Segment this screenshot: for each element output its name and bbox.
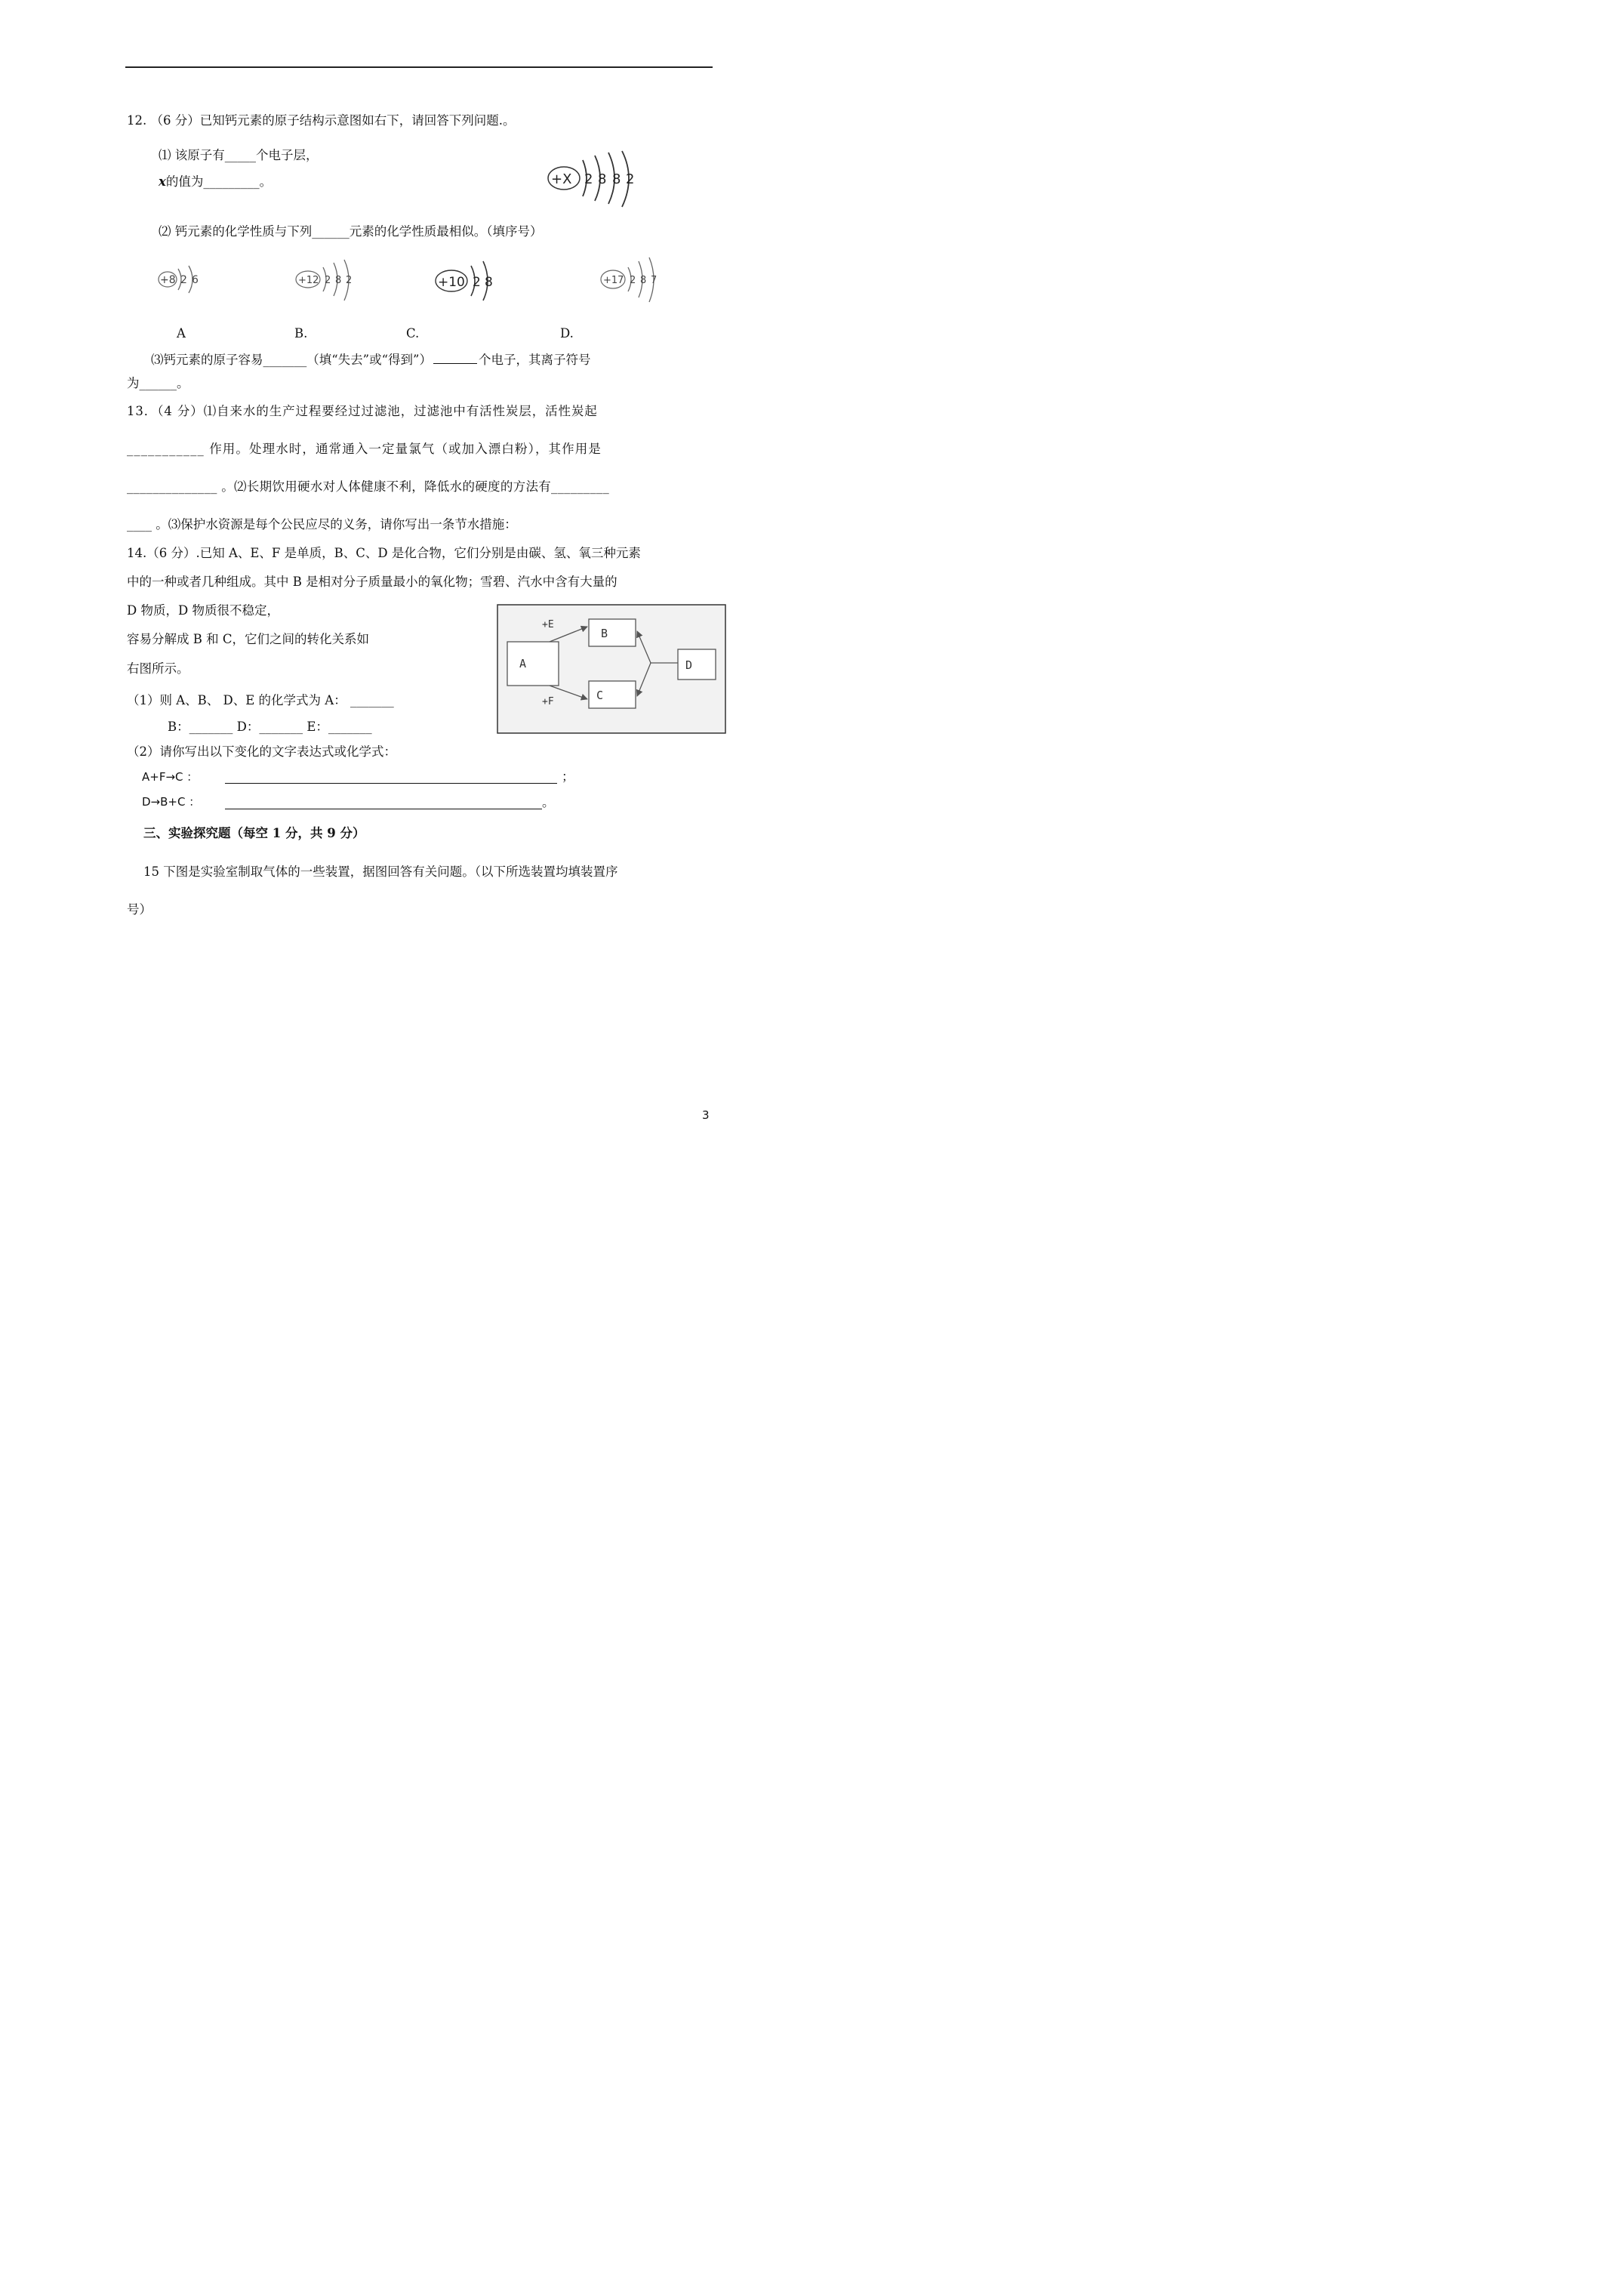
eq2-end: 。	[542, 795, 555, 809]
q13-line3: ______________ 。⑵长期饮用硬水对人体健康不利，降低水的硬度的方法有_________	[127, 479, 609, 494]
ca-shell-3: 8	[612, 171, 621, 187]
option-b-shell-3: 2	[346, 275, 353, 286]
option-d-shell-1: 2	[630, 275, 636, 286]
q14-line3: D 物质，D 物质很不稳定，	[127, 603, 279, 618]
q12-part1-line2-text: 的值为_________。	[165, 174, 273, 189]
option-b-shell-2: 8	[335, 275, 342, 286]
option-a-nucleus: +8	[160, 274, 176, 286]
q14-line5: 右图所示。	[127, 661, 189, 676]
option-c-nucleus: +10	[438, 275, 465, 290]
eq1-label: A+F→C ：	[142, 770, 199, 784]
q15-line2: 号）	[127, 902, 152, 917]
q12-part3-line1b: 个电子，其离子符号	[479, 353, 591, 367]
x-symbol: x	[159, 174, 166, 189]
q14-sub1b: B：_______ D：_______ E：_______	[168, 720, 372, 734]
q14-line2: 中的一种或者几种组成。其中 B 是相对分子质量最小的氧化物；雪碧、汽水中含有大量的	[127, 575, 617, 589]
option-b-shell-1: 2	[325, 275, 331, 286]
ca-shell-2: 8	[598, 171, 607, 187]
node-d	[678, 649, 716, 680]
node-a	[507, 642, 559, 686]
q12-part2: ⑵ 钙元素的化学性质与下列______元素的化学性质最相似。（填序号）	[159, 224, 543, 239]
q13-line1: 13．（4 分）⑴自来水的生产过程要经过过滤池，过滤池中有活性炭层，活性炭起	[127, 404, 598, 418]
exam-page	[0, 0, 830, 1175]
option-c-label: C.	[406, 326, 420, 341]
option-d-label: D.	[560, 326, 574, 341]
q14-sub1: （1）则 A、B、 D、E 的化学式为 A： _______	[127, 693, 394, 707]
option-d-diagram	[598, 255, 667, 305]
eq1-end: ；	[562, 769, 574, 784]
edge-label-f: +F	[542, 696, 554, 707]
option-d-shell-3: 7	[651, 275, 658, 286]
q15-line1: 15 下图是实验室制取气体的一些装置，据图回答有关问题。（以下所选装置均填装置序	[143, 864, 618, 879]
option-a-diagram	[156, 261, 208, 299]
q12-part1-line2	[159, 174, 272, 190]
eq1-answer-line	[225, 783, 557, 784]
q12-stem: 12. （6 分）已知钙元素的原子结构示意图如右下，请回答下列问题.。	[127, 113, 516, 128]
option-d-nucleus: +17	[603, 275, 624, 286]
node-b-label: B	[601, 627, 608, 640]
section3-title: 三、实验探究题（每空 1 分，共 9 分）	[143, 826, 365, 840]
q13-line2: ___________ 作用。处理水时，通常通入一定量氯气（或加入漂白粉），其作用是	[127, 442, 602, 456]
option-b-nucleus: +12	[298, 275, 319, 286]
node-a-label: A	[519, 657, 527, 670]
q14-transformation-diagram	[497, 604, 726, 734]
q14-line4: 容易分解成 B 和 C，它们之间的转化关系如	[127, 632, 369, 646]
q14-sub2: （2）请你写出以下变化的文字表达式或化学式：	[127, 744, 396, 759]
option-d-shell-2: 8	[640, 275, 647, 286]
option-a-shell-2: 6	[192, 274, 199, 286]
option-b-label: B.	[294, 326, 308, 341]
q12-part3-blank	[433, 351, 477, 364]
option-a-label: A	[177, 326, 186, 341]
option-b-diagram	[293, 257, 361, 304]
q12-part1-line1: ⑴ 该原子有_____个电子层，	[159, 148, 319, 162]
option-a-shell-1: 2	[180, 274, 187, 286]
option-c-shell-2: 8	[485, 275, 493, 290]
header-rule	[125, 66, 713, 68]
q13-line4: ____ 。⑶保护水资源是每个公民应尽的义务，请你写出一条节水措施：	[127, 517, 517, 532]
node-d-label: D	[685, 658, 693, 672]
node-b	[589, 619, 636, 646]
q14-line1: 14.（6 分）.已知 A、E、F 是单质，B、C、D 是化合物，它们分别是由碳、氢、氧三种元素	[127, 546, 641, 560]
node-c-label: C	[596, 689, 604, 702]
option-c-diagram	[433, 257, 503, 305]
q12-part3-line1-text: ⑶钙元素的原子容易_______（填“失去”或“得到”）	[151, 353, 432, 367]
ca-shell-4: 2	[626, 171, 635, 187]
page-number: 3	[702, 1108, 710, 1122]
edge-label-e: +E	[542, 619, 554, 630]
ca-shell-1: 2	[584, 171, 593, 187]
ca-nucleus-label: +X	[551, 171, 572, 187]
option-c-shell-1: 2	[473, 275, 481, 290]
q12-part3-line1	[151, 351, 591, 368]
q12-part3-line2: 为______。	[127, 376, 189, 390]
eq2-label: D→B+C ：	[142, 795, 201, 809]
calcium-atom-diagram	[545, 149, 643, 210]
